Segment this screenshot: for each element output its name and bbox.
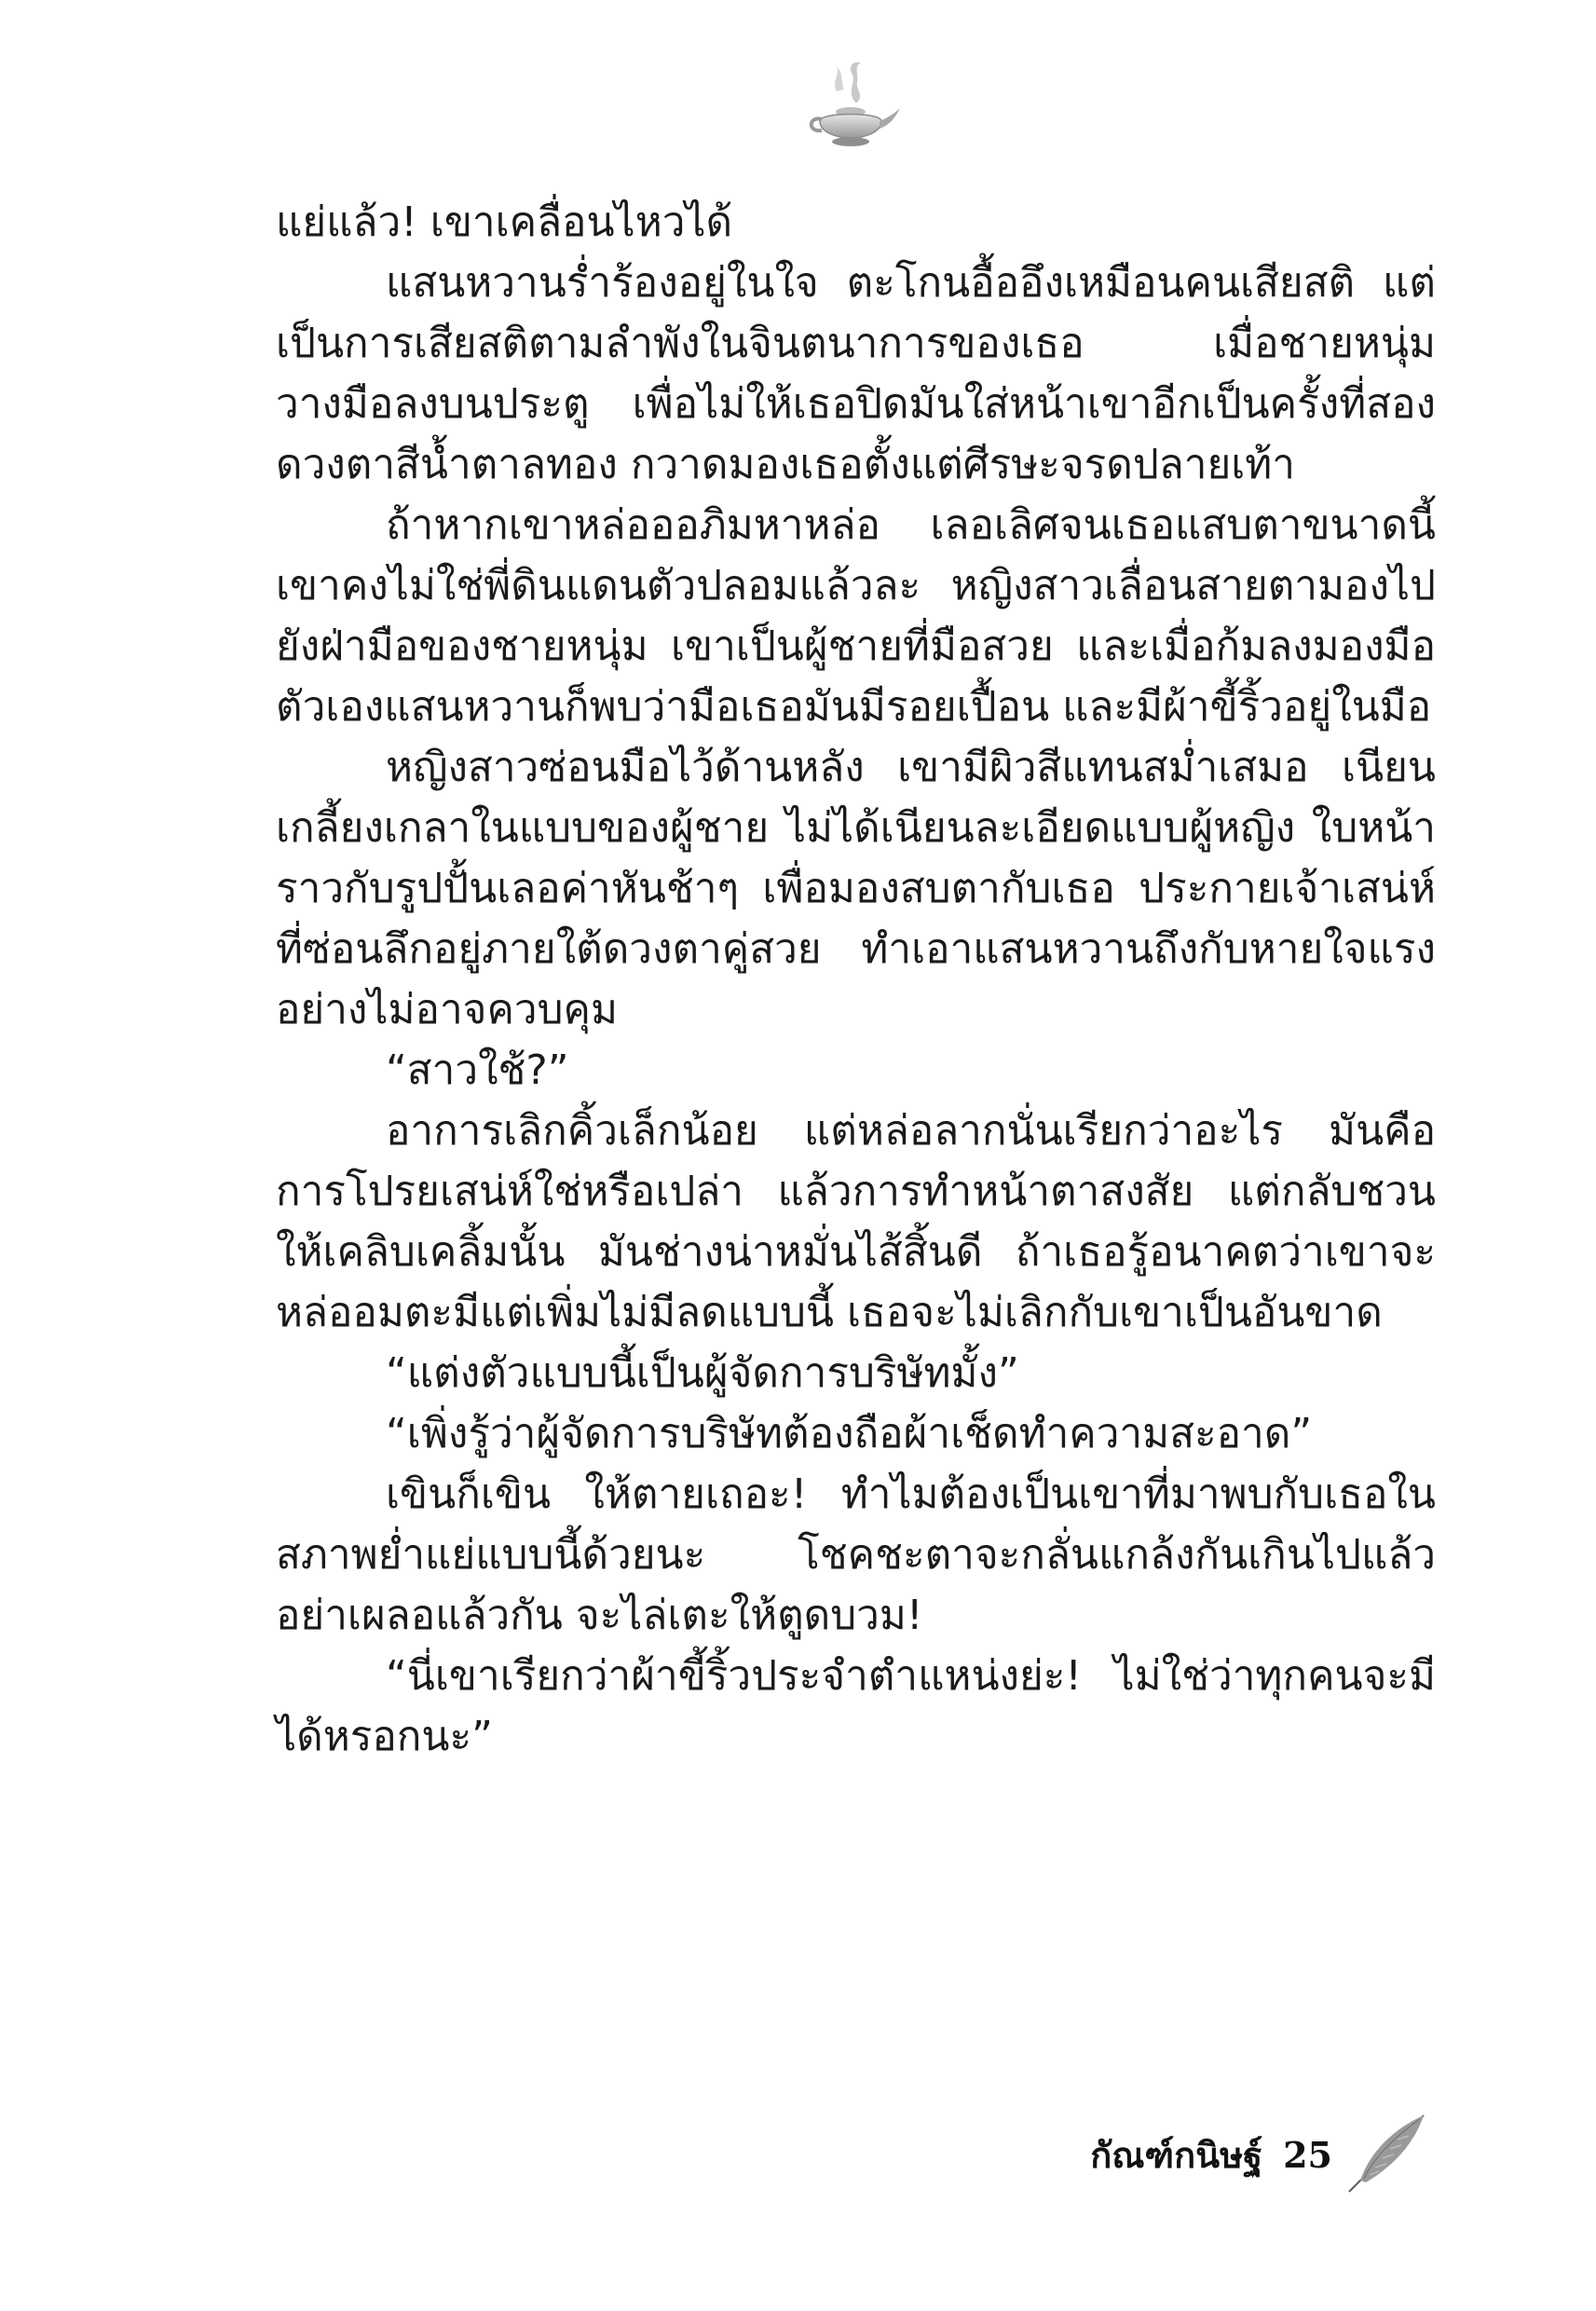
page-number: 25: [1283, 2134, 1332, 2176]
paragraph-1: แย่แล้ว! เขาเคลื่อนไหวได้: [276, 198, 733, 246]
paragraph-3: ถ้าหากเขาหล่อออภิมหาหล่อ เลอเลิศจนเธอแสบตาขนาดนี้ เขาคงไม่ใช่พี่ดินแดนตัวปลอมแล้วละ หญิงสาวเลื่อนสายตามองไปยังฝ่ามือของชายหนุ่ม เขาเป็นผู้ชายที่มือสวย และเมื่อก้มลงมองมือตัวเองแสนหวานก็พบว่ามือเธอมันมีรอยเปื้อน และมีผ้าขี้ริ้วอยู่ในมือ: [276, 501, 1436, 731]
dialogue-line: “สาวใช้?”: [386, 1046, 569, 1094]
dialogue-line: “นี่เขาเรียกว่าผ้าขี้ริ้วประจำตำแหน่งย่ะ! ไม่ใช่ว่าทุกคนจะมีได้หรอกนะ”: [276, 1652, 1436, 1760]
book-title: กัณฑ์กนิษฐ์: [1090, 2135, 1263, 2176]
dialogue-line: “เพิ่งรู้ว่าผู้จัดการบริษัทต้องถือผ้าเช็ดทำความสะอาด”: [386, 1410, 1313, 1457]
paragraph-4: หญิงสาวซ่อนมือไว้ด้านหลัง เขามีผิวสีแทนสม่ำเสมอ เนียนเกลี้ยงเกลาในแบบของผู้ชาย ไม่ได้เนียนละเอียดแบบผู้หญิง ใบหน้าราวกับรูปปั้นเลอค่าหันช้าๆ เพื่อมองสบตากับเธอ ประกายเจ้าเสน่ห์ที่ซ่อนลึกอยู่ภายใต้ดวงตาคู่สวย ทำเอาแสนหวานถึงกับหายใจแรงอย่างไม่อาจควบคุม: [276, 744, 1436, 1033]
body-text: [276, 192, 1436, 1767]
dialogue-line: “แต่งตัวแบบนี้เป็นผู้จัดการบริษัทมั้ง”: [386, 1349, 1019, 1397]
page-footer: [1081, 2106, 1472, 2199]
feather-icon: [1342, 2106, 1435, 2199]
paragraph-2: แสนหวานร่ำร้องอยู่ในใจ ตะโกนอื้ออึงเหมือนคนเสียสติ แต่เป็นการเสียสติตามลำพังในจินตนาการของเธอ เมื่อชายหนุ่มวางมือลงบนประตู เพื่อไม่ให้เธอปิดมันใส่หน้าเขาอีกเป็นครั้งที่สอง ดวงตาสีน้ำตาลทอง กวาดมองเธอตั้งแต่ศีรษะจรดปลายเท้า: [276, 259, 1436, 488]
paragraph-9: เขินก็เขิน ให้ตายเถอะ! ทำไมต้องเป็นเขาที่มาพบกับเธอในสภาพย่ำแย่แบบนี้ด้วยนะ โชคชะตาจะกลั่นแกล้งกันเกินไปแล้ว อย่าเผลอแล้วกัน จะไล่เตะให้ตูดบวม!: [276, 1470, 1436, 1639]
genie-lamp-icon: [799, 54, 902, 157]
paragraph-6: อาการเลิกคิ้วเล็กน้อย แต่หล่อลากนั่นเรียกว่าอะไร มันคือการโปรยเสน่ห์ใช่หรือเปล่า แล้วการทำหน้าตาสงสัย แต่กลับชวนให้เคลิบเคลิ้มนั้น มันช่างน่าหมั่นไส้สิ้นดี ถ้าเธอรู้อนาคตว่าเขาจะหล่ออมตะมีแต่เพิ่มไม่มีลดแบบนี้ เธอจะไม่เลิกกับเขาเป็นอันขาด: [276, 1107, 1436, 1336]
footer-row: [1090, 2126, 1332, 2183]
